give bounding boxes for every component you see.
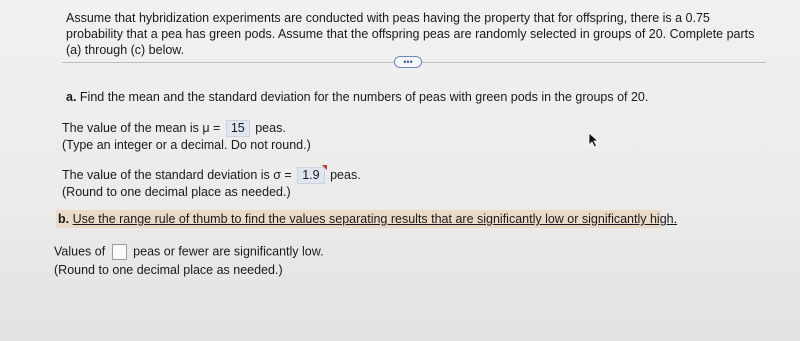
part-a-prompt (66, 90, 648, 104)
values-suffix: peas or fewer are significantly low. (133, 244, 324, 259)
sd-suffix: peas. (330, 168, 361, 182)
part-b-label: b. (58, 212, 70, 226)
sd-line (62, 167, 361, 184)
low-value-input[interactable] (112, 244, 127, 260)
mean-line (62, 120, 286, 137)
part-a-text: Find the mean and the standard deviation for the numbers of peas with green pods in the groups of 20. (79, 90, 649, 104)
mean-prefix: The value of the mean is μ = (62, 121, 221, 135)
sd-answer[interactable] (297, 167, 324, 184)
incorrect-flag-icon (322, 165, 327, 170)
question-intro: Assume that hybridization experiments are conducted with peas having the property that for offspring, there is a 0.75 probability that a pea has green pods. Assume that the offspring peas are randomly selected in groups of 20. Complete parts (a) through (c) below. (66, 11, 755, 57)
part-b-prompt (58, 212, 677, 226)
expand-button[interactable]: ••• (394, 56, 422, 68)
mean-answer[interactable]: 15 (226, 120, 250, 137)
mean-suffix: peas. (255, 121, 286, 135)
values-hint: (Round to one decimal place as needed.) (54, 263, 283, 277)
sd-answer-value: 1.9 (302, 168, 320, 182)
part-a-label: a. (66, 90, 77, 104)
mean-hint: (Type an integer or a decimal. Do not round.) (62, 138, 311, 152)
part-b-text: Use the range rule of thumb to find the values separating results that are significantly low or significantly high. (72, 212, 678, 226)
mouse-cursor-icon (588, 132, 600, 148)
values-line (54, 244, 324, 260)
values-prefix: Values of (54, 244, 106, 259)
sd-hint: (Round to one decimal place as needed.) (62, 185, 291, 199)
sd-prefix: The value of the standard deviation is σ = (62, 168, 292, 182)
